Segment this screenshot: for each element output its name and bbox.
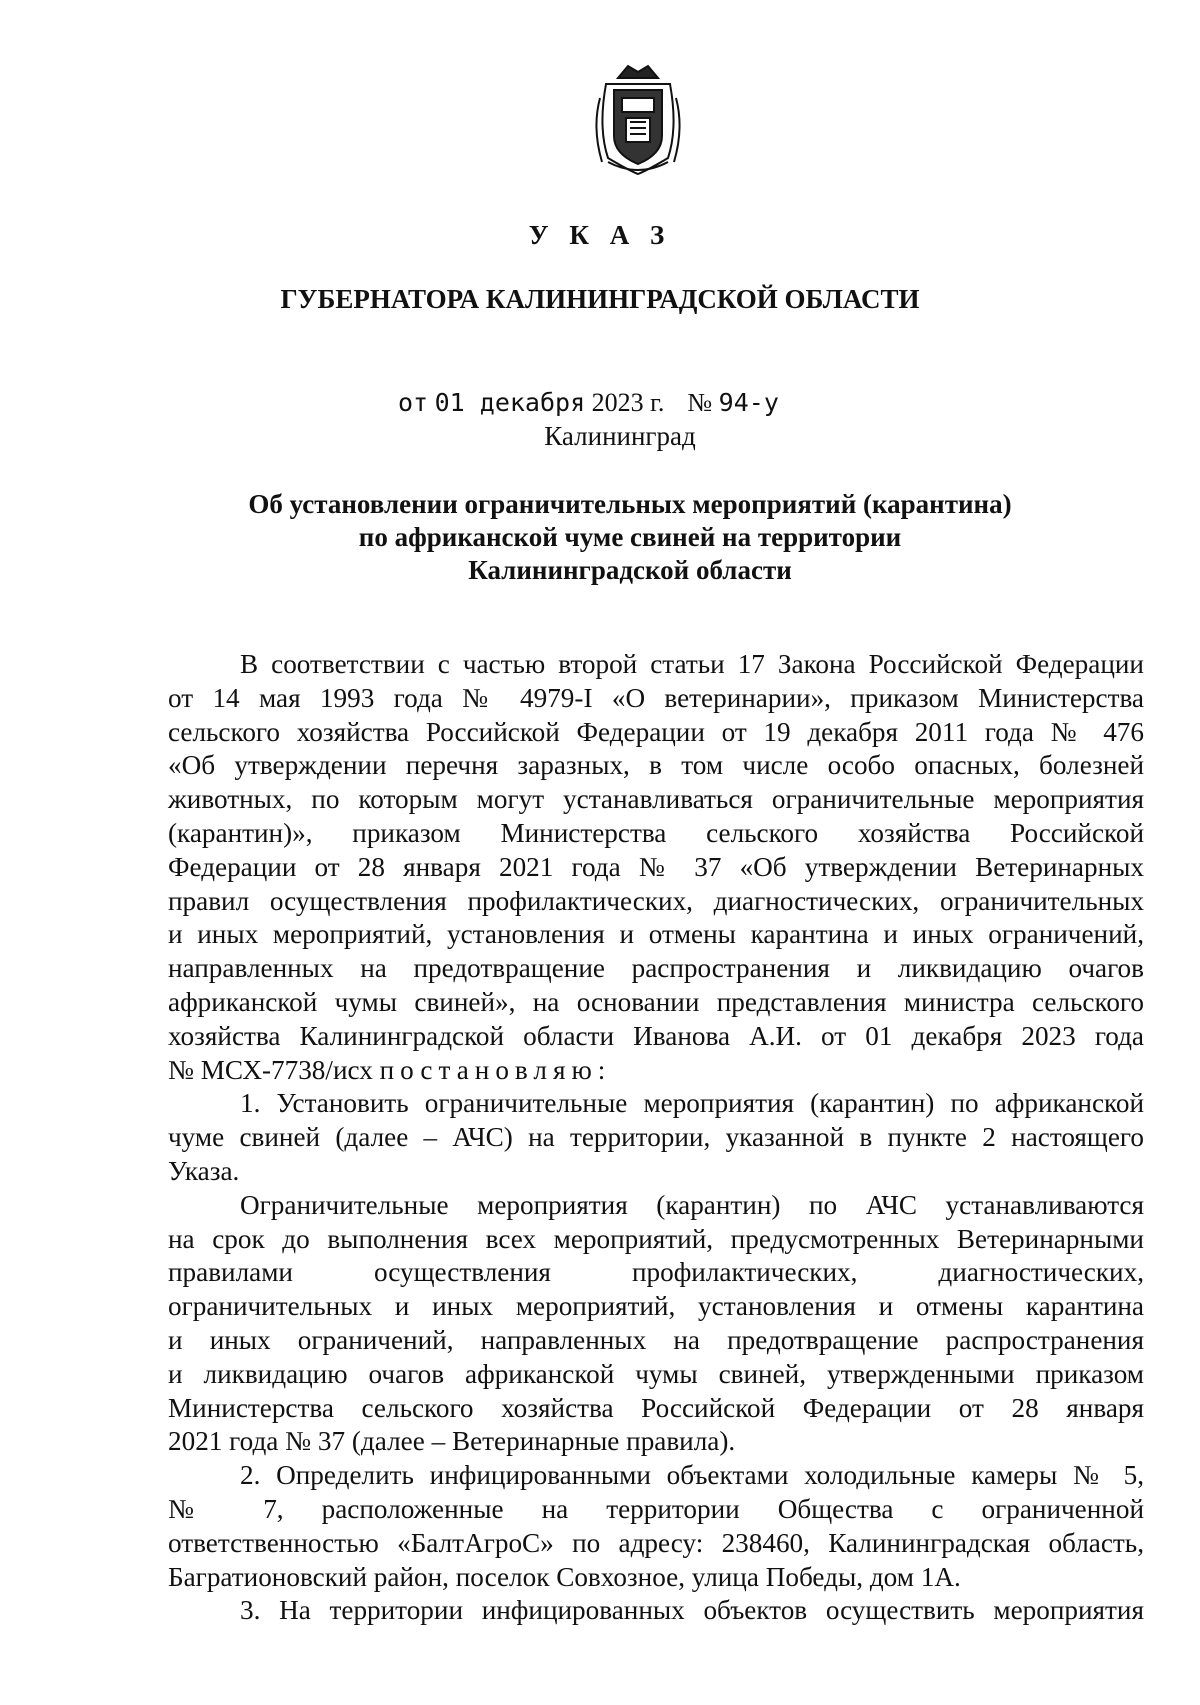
body-line: Министерства сельского хозяйства Российской Федерации от 28 января: [168, 1392, 1144, 1423]
body-line-decree: [168, 1054, 1144, 1088]
date-year: 2023 г.: [591, 388, 665, 417]
issue-city: Калининград: [544, 421, 696, 451]
document-subject: [180, 488, 1080, 587]
issuing-authority: ГУБЕРНАТОРА КАЛИНИНГРАДСКОЙ ОБЛАСТИ: [280, 284, 920, 314]
subject-line: Калининградской области: [468, 555, 792, 585]
body-line: и иных мероприятий, установления и отмены карантина и иных ограничений,: [168, 919, 1144, 950]
body-line: 3. На территории инфицированных объектов осуществить мероприятия: [240, 1595, 1144, 1626]
body-line: Багратионовский район, поселок Совхозное, улица Победы, дом 1А.: [168, 1561, 961, 1592]
body-line: (карантин)», приказом Министерства сельского хозяйства Российской: [168, 817, 1144, 848]
body-line: направленных на предотвращение распространения и ликвидацию очагов: [168, 953, 1144, 984]
decree-word: постановляю:: [379, 1054, 612, 1085]
body-line: африканской чумы свиней», на основании представления министра сельского: [168, 986, 1144, 1017]
body-line: В соответствии с частью второй статьи 17 Закона Российской Федерации: [240, 649, 1144, 679]
body-line: 2021 года № 37 (далее – Ветеринарные правила).: [168, 1426, 736, 1457]
subject-line: Об установлении ограничительных мероприятий (карантина): [248, 489, 1012, 519]
subject-line: по африканской чуме свиней на территории: [358, 522, 902, 552]
body-line: и иных ограничений, направленных на предотвращение распространения: [168, 1324, 1144, 1355]
body-line: 2. Определить инфицированными объектами холодильные камеры № 5,: [240, 1460, 1144, 1491]
body-line: Федерации от 28 января 2021 года № 37 «Об утверждении Ветеринарных: [168, 851, 1144, 882]
ref-number: № МСХ-7738/исх: [168, 1054, 373, 1085]
body-line: 1. Установить ограничительные мероприятия (карантин) по африканской: [240, 1088, 1144, 1119]
body-line: № 7, расположенные на территории Общества с ограниченной: [168, 1493, 1144, 1524]
body-line: ограничительных и иных мероприятий, установления и отмены карантина: [168, 1291, 1144, 1322]
body-line: от 14 мая 1993 года № 4979-I «О ветеринарии», приказом Министерства: [168, 682, 1144, 713]
body-line: и ликвидацию очагов африканской чумы свиней, утвержденными приказом: [168, 1358, 1144, 1389]
document-number: 94-у: [718, 388, 779, 417]
date-prefix: от: [398, 388, 429, 417]
body-line: Ограничительные мероприятия (карантин) по АЧС устанавливаются: [240, 1189, 1144, 1220]
document-type-title: У К А З: [528, 220, 672, 250]
body-line: правил осуществления профилактических, диагностических, ограничительных: [168, 885, 1144, 916]
body-line: на срок до выполнения всех мероприятий, предусмотренных Ветеринарными: [168, 1223, 1144, 1254]
body-line: правилами осуществления профилактических, диагностических,: [168, 1257, 1144, 1288]
coat-of-arms-emblem: [588, 58, 688, 176]
number-sign: №: [687, 388, 713, 417]
body-line: хозяйства Калининградской области Иванова А.И. от 01 декабря 2023 года: [168, 1020, 1144, 1051]
body-line: «Об утверждении перечня заразных, в том числе особо опасных, болезней: [168, 750, 1144, 781]
body-line: ответственностью «БалтАгроС» по адресу: 238460, Калининградская область,: [168, 1527, 1144, 1558]
document-body: [168, 648, 1144, 1628]
body-line: сельского хозяйства Российской Федерации от 19 декабря 2011 года № 476: [168, 716, 1144, 747]
body-line: чуме свиней (далее – АЧС) на территории, указанной в пункте 2 настоящего: [168, 1122, 1144, 1153]
body-line: животных, по которым могут устанавливаться ограничительные мероприятия: [168, 784, 1144, 815]
date-number-line: [398, 388, 779, 418]
body-line: Указа.: [168, 1155, 240, 1186]
date-value: 01 декабря: [434, 388, 586, 417]
